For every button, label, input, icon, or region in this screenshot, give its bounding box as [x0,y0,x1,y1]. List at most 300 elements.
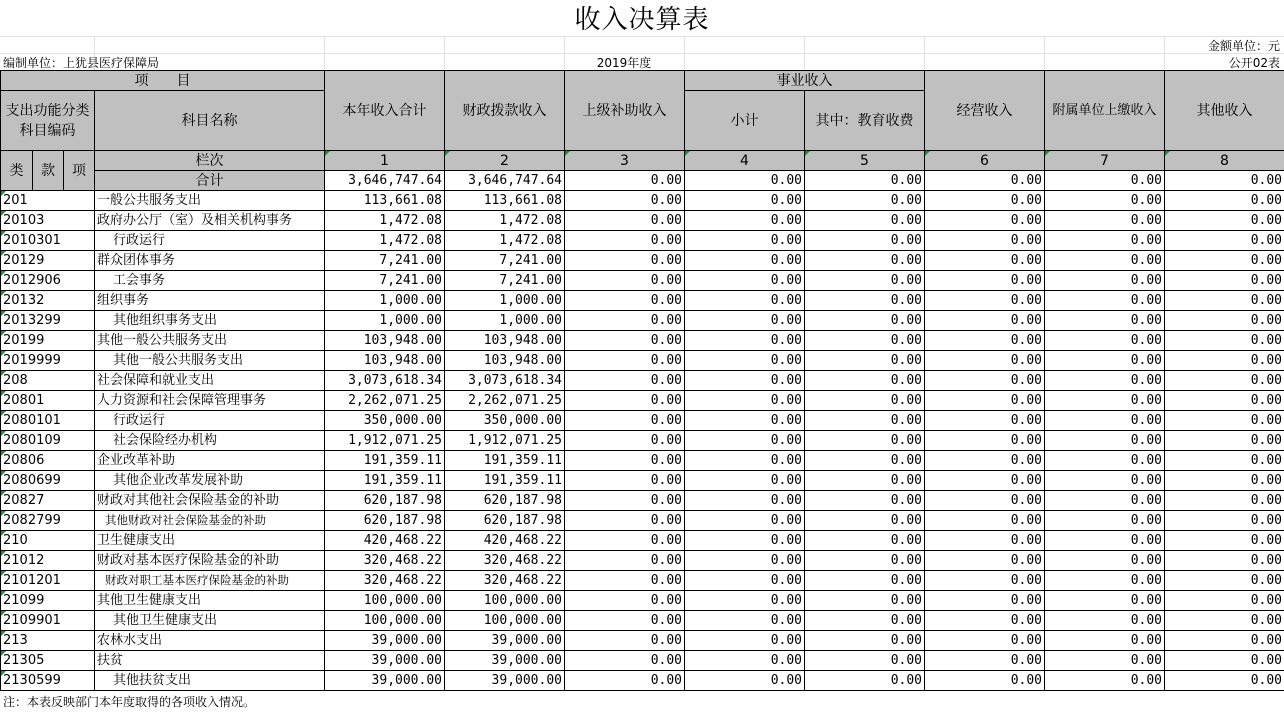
reporting-unit: 编制单位：上犹县医疗保障局 [3,56,160,70]
table-row [1,431,1284,451]
table-row [1,451,1284,471]
row-value: 1,912,071.25 [325,431,445,451]
row-name-text: 企业改革补助 [97,452,176,468]
row-zero-value: 0.00 [1045,531,1165,551]
row-name-text: 社会保障和就业支出 [97,372,215,388]
header-column-no: 栏次 [95,151,325,171]
row-zero-value: 0.00 [685,511,805,531]
header-project: 项 目 [1,71,325,91]
row-value: 39,000.00 [445,651,565,671]
row-zero-value: 0.00 [805,571,925,591]
row-value: 1,000.00 [325,291,445,311]
table-row [1,591,1284,611]
row-name [95,491,325,511]
row-zero-value: 0.00 [565,431,685,451]
row-zero-value: 0.00 [685,391,805,411]
row-value: 7,241.00 [325,271,445,291]
row-zero-value: 0.00 [805,431,925,451]
total-value: 0.00 [925,171,1045,191]
row-code: 20806 [1,451,95,471]
row-name [95,191,325,211]
row-value: 3,073,618.34 [325,371,445,391]
row-zero-value: 0.00 [685,311,805,331]
page-title: 收入决算表 [574,5,710,35]
row-zero-value: 0.00 [805,371,925,391]
row-zero-value: 0.00 [685,331,805,351]
row-zero-value: 0.00 [565,251,685,271]
row-name [95,291,325,311]
header-lei: 类 [1,151,33,191]
col-no-3: 3 [565,151,685,171]
row-zero-value: 0.00 [685,431,805,451]
row-zero-value: 0.00 [565,391,685,411]
total-value: 3,646,747.64 [325,171,445,191]
row-code: 20827 [1,491,95,511]
row-name [95,351,325,371]
row-zero-value: 0.00 [805,451,925,471]
col-no-8: 8 [1165,151,1284,171]
row-zero-value: 0.00 [685,551,805,571]
row-zero-value: 0.00 [1045,431,1165,451]
header-edu-fee: 其中：教育收费 [805,91,925,151]
row-zero-value: 0.00 [685,531,805,551]
row-zero-value: 0.00 [925,651,1045,671]
row-zero-value: 0.00 [925,331,1045,351]
row-zero-value: 0.00 [805,311,925,331]
header-operating: 经营收入 [925,71,1045,151]
row-value: 320,468.22 [325,551,445,571]
row-zero-value: 0.00 [925,551,1045,571]
row-zero-value: 0.00 [565,611,685,631]
row-zero-value: 0.00 [1045,511,1165,531]
table-note: 注：本表反映部门本年度取得的各项收入情况。 [3,695,256,709]
row-zero-value: 0.00 [1165,331,1284,351]
row-name [95,451,325,471]
row-zero-value: 0.00 [1165,631,1284,651]
col-no-1: 1 [325,151,445,171]
row-name-text: 行政运行 [113,412,166,428]
row-zero-value: 0.00 [565,631,685,651]
row-zero-value: 0.00 [1165,231,1284,251]
row-name [95,571,325,591]
row-zero-value: 0.00 [925,231,1045,251]
row-value: 1,912,071.25 [445,431,565,451]
row-name [95,311,325,331]
row-name [95,611,325,631]
header-fiscal: 财政拨款收入 [445,71,565,151]
row-zero-value: 0.00 [1045,671,1165,691]
row-zero-value: 0.00 [925,611,1045,631]
table-row [1,531,1284,551]
total-value: 3,646,747.64 [445,171,565,191]
row-zero-value: 0.00 [1045,231,1165,251]
row-name [95,671,325,691]
table-row [1,311,1284,331]
row-zero-value: 0.00 [1165,451,1284,471]
total-value: 0.00 [1045,171,1165,191]
row-zero-value: 0.00 [925,411,1045,431]
table-row [1,411,1284,431]
row-zero-value: 0.00 [805,671,925,691]
row-value: 320,468.22 [325,571,445,591]
row-code: 2101201 [1,571,95,591]
table-row [1,491,1284,511]
total-value: 0.00 [685,171,805,191]
row-zero-value: 0.00 [1165,551,1284,571]
row-name-text: 其他卫生健康支出 [113,612,218,628]
table-row [1,271,1284,291]
row-value: 320,468.22 [445,551,565,571]
row-zero-value: 0.00 [1045,551,1165,571]
row-zero-value: 0.00 [1165,411,1284,431]
row-name [95,271,325,291]
row-code: 21305 [1,651,95,671]
row-zero-value: 0.00 [685,491,805,511]
row-zero-value: 0.00 [805,191,925,211]
row-zero-value: 0.00 [685,671,805,691]
row-zero-value: 0.00 [565,671,685,691]
row-name [95,531,325,551]
row-code: 210 [1,531,95,551]
row-name-text: 财政对职工基本医疗保险基金的补助 [105,573,289,587]
row-zero-value: 0.00 [925,631,1045,651]
row-zero-value: 0.00 [1045,491,1165,511]
row-zero-value: 0.00 [565,351,685,371]
row-zero-value: 0.00 [925,391,1045,411]
row-name-text: 扶贫 [97,652,124,668]
row-zero-value: 0.00 [685,651,805,671]
row-code: 208 [1,371,95,391]
header-other: 其他收入 [1165,71,1284,151]
header-total-income: 本年收入合计 [325,71,445,151]
row-zero-value: 0.00 [805,271,925,291]
row-code: 21099 [1,591,95,611]
row-value: 191,359.11 [445,451,565,471]
row-zero-value: 0.00 [1165,391,1284,411]
header-func-code: 支出功能分类科目编码 [1,91,95,151]
row-zero-value: 0.00 [805,251,925,271]
row-value: 100,000.00 [445,611,565,631]
row-zero-value: 0.00 [685,231,805,251]
row-zero-value: 0.00 [805,231,925,251]
row-zero-value: 0.00 [565,551,685,571]
row-value: 39,000.00 [325,631,445,651]
col-no-4: 4 [685,151,805,171]
row-zero-value: 0.00 [805,611,925,631]
row-value: 100,000.00 [325,611,445,631]
row-zero-value: 0.00 [685,271,805,291]
row-value: 113,661.08 [325,191,445,211]
row-zero-value: 0.00 [925,471,1045,491]
row-name-text: 行政运行 [113,232,166,248]
row-value: 103,948.00 [325,331,445,351]
row-value: 420,468.22 [325,531,445,551]
row-zero-value: 0.00 [1165,611,1284,631]
row-name [95,431,325,451]
col-no-7: 7 [1045,151,1165,171]
row-zero-value: 0.00 [565,211,685,231]
row-zero-value: 0.00 [1165,271,1284,291]
row-zero-value: 0.00 [1045,251,1165,271]
row-zero-value: 0.00 [925,671,1045,691]
row-zero-value: 0.00 [805,631,925,651]
row-zero-value: 0.00 [1165,571,1284,591]
table-row [1,331,1284,351]
row-name-text: 财政对基本医疗保险基金的补助 [97,552,280,568]
row-zero-value: 0.00 [805,511,925,531]
row-code: 213 [1,631,95,651]
row-zero-value: 0.00 [1045,391,1165,411]
row-zero-value: 0.00 [925,451,1045,471]
row-name-text: 一般公共服务支出 [97,192,202,208]
row-zero-value: 0.00 [1045,351,1165,371]
row-zero-value: 0.00 [565,291,685,311]
row-zero-value: 0.00 [565,591,685,611]
row-zero-value: 0.00 [805,551,925,571]
amount-unit: 金额单位：元 [1207,39,1280,53]
row-zero-value: 0.00 [925,311,1045,331]
table-row [1,631,1284,651]
row-value: 1,472.08 [445,211,565,231]
row-zero-value: 0.00 [925,431,1045,451]
table-row [1,191,1284,211]
row-zero-value: 0.00 [565,571,685,591]
row-zero-value: 0.00 [685,451,805,471]
row-name [95,471,325,491]
row-zero-value: 0.00 [1045,591,1165,611]
col-no-6: 6 [925,151,1045,171]
row-code: 2080109 [1,431,95,451]
row-zero-value: 0.00 [1165,671,1284,691]
row-zero-value: 0.00 [925,211,1045,231]
row-zero-value: 0.00 [1165,511,1284,531]
row-zero-value: 0.00 [1165,531,1284,551]
row-zero-value: 0.00 [685,411,805,431]
row-zero-value: 0.00 [1165,431,1284,451]
row-value: 39,000.00 [445,631,565,651]
row-name [95,371,325,391]
row-name-text: 其他扶贫支出 [113,672,192,688]
row-code: 2082799 [1,511,95,531]
row-value: 420,468.22 [445,531,565,551]
row-zero-value: 0.00 [685,471,805,491]
row-zero-value: 0.00 [1045,571,1165,591]
income-table [0,70,1284,691]
row-value: 350,000.00 [445,411,565,431]
total-label: 合计 [95,171,325,191]
row-zero-value: 0.00 [1045,471,1165,491]
row-zero-value: 0.00 [925,351,1045,371]
table-row [1,371,1284,391]
report-year: 2019年度 [596,56,652,70]
row-name [95,211,325,231]
row-zero-value: 0.00 [565,231,685,251]
row-value: 1,000.00 [445,291,565,311]
row-zero-value: 0.00 [925,591,1045,611]
row-zero-value: 0.00 [1045,451,1165,471]
row-zero-value: 0.00 [685,291,805,311]
row-zero-value: 0.00 [925,371,1045,391]
row-name-text: 其他卫生健康支出 [97,592,202,608]
table-row [1,231,1284,251]
row-value: 620,187.98 [325,491,445,511]
row-zero-value: 0.00 [805,211,925,231]
total-row [1,171,1284,191]
row-zero-value: 0.00 [685,371,805,391]
row-value: 320,468.22 [445,571,565,591]
row-zero-value: 0.00 [805,491,925,511]
row-zero-value: 0.00 [805,291,925,311]
row-zero-value: 0.00 [685,591,805,611]
row-zero-value: 0.00 [925,191,1045,211]
row-zero-value: 0.00 [1165,371,1284,391]
row-value: 191,359.11 [325,471,445,491]
row-value: 1,472.08 [325,211,445,231]
table-row [1,291,1284,311]
row-name [95,251,325,271]
row-code: 20801 [1,391,95,411]
total-value: 0.00 [805,171,925,191]
row-name [95,551,325,571]
row-value: 2,262,071.25 [445,391,565,411]
row-value: 103,948.00 [445,351,565,371]
row-zero-value: 0.00 [925,491,1045,511]
row-zero-value: 0.00 [1165,351,1284,371]
row-zero-value: 0.00 [1165,651,1284,671]
row-zero-value: 0.00 [565,491,685,511]
row-zero-value: 0.00 [1165,191,1284,211]
row-value: 350,000.00 [325,411,445,431]
row-value: 1,000.00 [325,311,445,331]
row-zero-value: 0.00 [1045,631,1165,651]
row-value: 7,241.00 [445,271,565,291]
row-zero-value: 0.00 [565,531,685,551]
row-name-text: 其他一般公共服务支出 [97,332,228,348]
row-name-text: 社会保险经办机构 [113,432,218,448]
row-value: 1,472.08 [325,231,445,251]
row-zero-value: 0.00 [685,631,805,651]
row-value: 1,000.00 [445,311,565,331]
row-name-text: 群众团体事务 [97,252,176,268]
table-code: 公开02表 [1228,56,1280,70]
row-name [95,511,325,531]
row-zero-value: 0.00 [1045,311,1165,331]
row-zero-value: 0.00 [565,331,685,351]
row-value: 191,359.11 [445,471,565,491]
row-zero-value: 0.00 [1045,371,1165,391]
row-zero-value: 0.00 [1165,291,1284,311]
row-zero-value: 0.00 [925,291,1045,311]
row-code: 2130599 [1,671,95,691]
row-name-text: 其他组织事务支出 [113,312,218,328]
row-name [95,631,325,651]
header-affiliate: 附属单位上缴收入 [1045,71,1165,151]
row-zero-value: 0.00 [805,351,925,371]
row-zero-value: 0.00 [565,271,685,291]
row-zero-value: 0.00 [565,371,685,391]
row-code: 201 [1,191,95,211]
row-code: 2080699 [1,471,95,491]
row-name-text: 财政对其他社会保险基金的补助 [97,492,280,508]
row-zero-value: 0.00 [565,451,685,471]
row-code: 2012906 [1,271,95,291]
header-kuan: 款 [33,151,64,191]
row-zero-value: 0.00 [925,271,1045,291]
col-no-2: 2 [445,151,565,171]
row-zero-value: 0.00 [805,331,925,351]
row-code: 20199 [1,331,95,351]
row-code: 20129 [1,251,95,271]
row-name-text: 其他一般公共服务支出 [113,352,244,368]
row-value: 620,187.98 [325,511,445,531]
row-value: 2,262,071.25 [325,391,445,411]
row-zero-value: 0.00 [805,531,925,551]
row-zero-value: 0.00 [1045,331,1165,351]
table-row [1,351,1284,371]
row-zero-value: 0.00 [1165,471,1284,491]
table-row [1,471,1284,491]
table-row [1,651,1284,671]
row-zero-value: 0.00 [805,391,925,411]
table-row [1,551,1284,571]
header-career: 事业收入 [685,71,925,91]
row-zero-value: 0.00 [565,651,685,671]
row-code: 2080101 [1,411,95,431]
row-zero-value: 0.00 [1045,191,1165,211]
row-zero-value: 0.00 [805,411,925,431]
row-code: 2109901 [1,611,95,631]
row-zero-value: 0.00 [1165,251,1284,271]
row-zero-value: 0.00 [925,531,1045,551]
table-row [1,611,1284,631]
table-row [1,571,1284,591]
row-zero-value: 0.00 [685,191,805,211]
row-code: 2010301 [1,231,95,251]
row-zero-value: 0.00 [685,351,805,371]
row-zero-value: 0.00 [565,471,685,491]
row-name-text: 农林水支出 [97,632,163,648]
row-value: 7,241.00 [325,251,445,271]
row-zero-value: 0.00 [805,471,925,491]
row-zero-value: 0.00 [1165,491,1284,511]
col-no-5: 5 [805,151,925,171]
row-zero-value: 0.00 [1045,291,1165,311]
row-value: 100,000.00 [445,591,565,611]
header-xiang: 项 [64,151,95,191]
row-code: 21012 [1,551,95,571]
row-zero-value: 0.00 [685,211,805,231]
header-superior: 上级补助收入 [565,71,685,151]
row-value: 39,000.00 [325,671,445,691]
total-value: 0.00 [1165,171,1284,191]
row-value: 191,359.11 [325,451,445,471]
table-row [1,211,1284,231]
row-value: 620,187.98 [445,511,565,531]
total-value: 0.00 [565,171,685,191]
row-zero-value: 0.00 [1045,651,1165,671]
row-name-text: 组织事务 [97,292,150,308]
row-value: 620,187.98 [445,491,565,511]
row-value: 1,472.08 [445,231,565,251]
row-name [95,331,325,351]
row-name-text: 人力资源和社会保障管理事务 [97,392,267,408]
row-value: 39,000.00 [445,671,565,691]
row-code: 20103 [1,211,95,231]
row-zero-value: 0.00 [805,651,925,671]
row-name [95,391,325,411]
row-name [95,651,325,671]
row-name [95,591,325,611]
